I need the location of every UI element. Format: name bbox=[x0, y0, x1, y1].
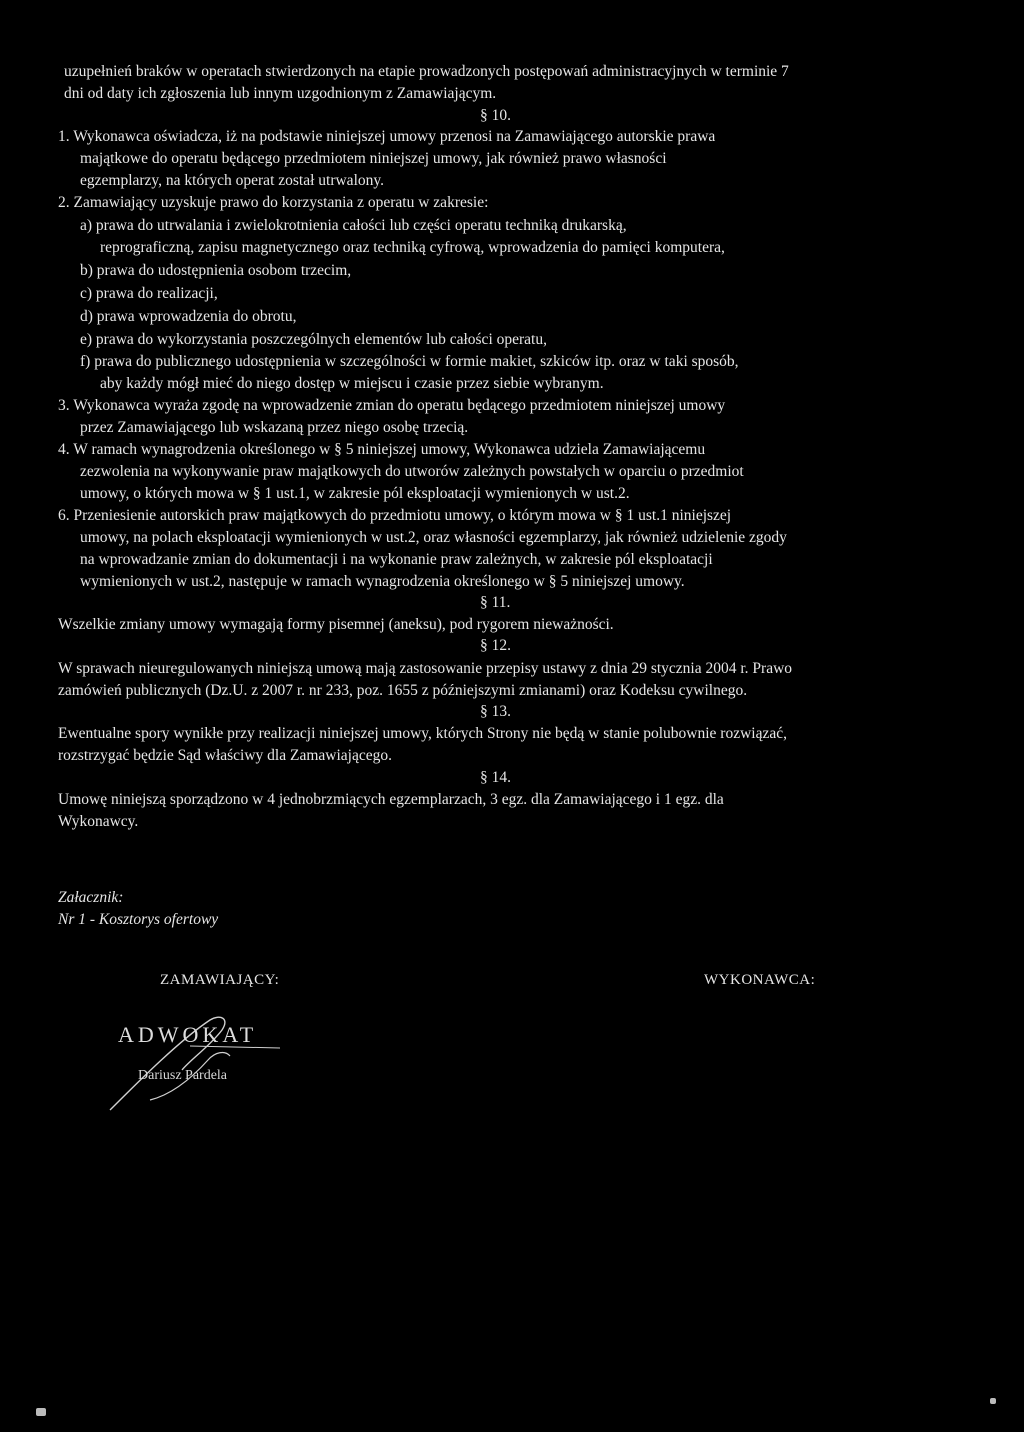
signature-wykonawca: WYKONAWCA: bbox=[704, 972, 816, 988]
s10-p4-line-3: umowy, o których mowa w § 1 ust.1, w zakresie pól eksploatacji wymienionych w ust.2. bbox=[80, 485, 630, 502]
stamp-title: ADWOKAT bbox=[118, 1022, 258, 1047]
section-13-heading: § 13. bbox=[480, 703, 511, 720]
section-10-heading: § 10. bbox=[480, 107, 511, 124]
stamp-name: Dariusz Pardela bbox=[138, 1068, 228, 1083]
s12-line-1: W sprawach nieuregulowanych niniejszą umową mają zastosowanie przepisy ustawy z dnia 29 stycznia 2004 r. Prawo bbox=[58, 660, 793, 677]
s10-p6-line-2: umowy, na polach eksploatacji wymienionych w ust.2, oraz własności egzemplarzy, jak również udzielenie zgody bbox=[80, 529, 787, 546]
section-11-heading: § 11. bbox=[480, 594, 511, 611]
signature-zamawiajacy: ZAMAWIAJĄCY: bbox=[160, 972, 280, 988]
s10-p2-item-a: a) prawa do utrwalania i zwielokrotnienia całości lub części operatu techniką drukarską, bbox=[80, 217, 627, 234]
s10-p4-line-1: 4. W ramach wynagrodzenia określonego w § 5 niniejszej umowy, Wykonawca udziela Zamawiającemu bbox=[58, 441, 706, 458]
intro-line-2: dni od daty ich zgłoszenia lub innym uzgodnionym z Zamawiającym. bbox=[64, 85, 497, 102]
s10-p1-line-1: 1. Wykonawca oświadcza, iż na podstawie niniejszej umowy przenosi na Zamawiającego autorskie prawa bbox=[58, 128, 716, 145]
s10-p6-line-4: wymienionych w ust.2, następuje w ramach wynagrodzenia określonego w § 5 niniejszej umowy. bbox=[80, 573, 685, 590]
s10-p3-line-2: przez Zamawiającego lub wskazaną przez niego osobę trzecią. bbox=[80, 419, 469, 436]
intro-line-1: uzupełnień braków w operatach stwierdzonych na etapie prowadzonych postępowań administracyjnych w terminie 7 bbox=[64, 63, 789, 80]
attachment-item: Nr 1 - Kosztorys ofertowy bbox=[58, 911, 219, 928]
s10-p2-intro: 2. Zamawiający uzyskuje prawo do korzystania z operatu w zakresie: bbox=[58, 194, 489, 211]
s14-line-1: Umowę niniejszą sporządzono w 4 jednobrzmiących egzemplarzach, 3 egz. dla Zamawiającego i 1 egz. dla bbox=[58, 791, 724, 808]
s10-p2-item-f: f) prawa do publicznego udostępnienia w szczególności w formie makiet, szkiców itp. oraz w taki sposób, bbox=[80, 353, 739, 370]
attachment-label: Załacznik: bbox=[58, 889, 124, 906]
s10-p1-line-2: majątkowe do operatu będącego przedmiotem niniejszej umowy, jak również prawo własności bbox=[80, 150, 667, 167]
s14-line-2: Wykonawcy. bbox=[58, 813, 139, 830]
s10-p2-item-b: b) prawa do udostępnienia osobom trzecim, bbox=[80, 262, 352, 279]
s10-p2-item-e: e) prawa do wykorzystania poszczególnych elementów lub całości operatu, bbox=[80, 331, 547, 348]
s10-p2-item-f-cont: aby każdy mógł mieć do niego dostęp w miejscu i czasie przez siebie wybranym. bbox=[100, 375, 604, 392]
s10-p2-item-c: c) prawa do realizacji, bbox=[80, 285, 218, 302]
handwritten-signature bbox=[90, 1000, 310, 1120]
section-12-heading: § 12. bbox=[480, 637, 511, 654]
s10-p3-line-1: 3. Wykonawca wyraża zgodę na wprowadzenie zmian do operatu będącego przedmiotem niniejszej umowy bbox=[58, 397, 726, 414]
s10-p6-line-3: na wprowadzanie zmian do dokumentacji i na wykonanie praw zależnych, w zakresie pól eksploatacji bbox=[80, 551, 713, 568]
s10-p2-item-d: d) prawa wprowadzenia do obrotu, bbox=[80, 308, 297, 325]
s10-p6-line-1: 6. Przeniesienie autorskich praw majątkowych do przedmiotu umowy, o którym mowa w § 1 ust.1 niniejszej bbox=[58, 507, 732, 524]
s13-line-1: Ewentualne spory wynikłe przy realizacji niniejszej umowy, których Strony nie będą w stanie polubownie rozwiązać, bbox=[58, 725, 787, 742]
section-14-heading: § 14. bbox=[480, 769, 511, 786]
s11-text: Wszelkie zmiany umowy wymagają formy pisemnej (aneksu), pod rygorem nieważności. bbox=[58, 616, 614, 633]
s12-line-2: zamówień publicznych (Dz.U. z 2007 r. nr 233, poz. 1655 z późniejszymi zmianami) oraz Kodeksu cywilnego. bbox=[58, 682, 748, 699]
s10-p2-item-a-cont: reprograficzną, zapisu magnetycznego oraz techniką cyfrową, wprowadzenia do pamięci komputera, bbox=[100, 239, 725, 256]
scan-speck bbox=[36, 1408, 46, 1416]
scan-speck bbox=[990, 1398, 996, 1404]
s13-line-2: rozstrzygać będzie Sąd właściwy dla Zamawiającego. bbox=[58, 747, 392, 764]
s10-p1-line-3: egzemplarzy, na których operat został utrwalony. bbox=[80, 172, 384, 189]
s10-p4-line-2: zezwolenia na wykonywanie praw majątkowych do utworów zależnych powstałych w oparciu o przedmiot bbox=[80, 463, 744, 480]
